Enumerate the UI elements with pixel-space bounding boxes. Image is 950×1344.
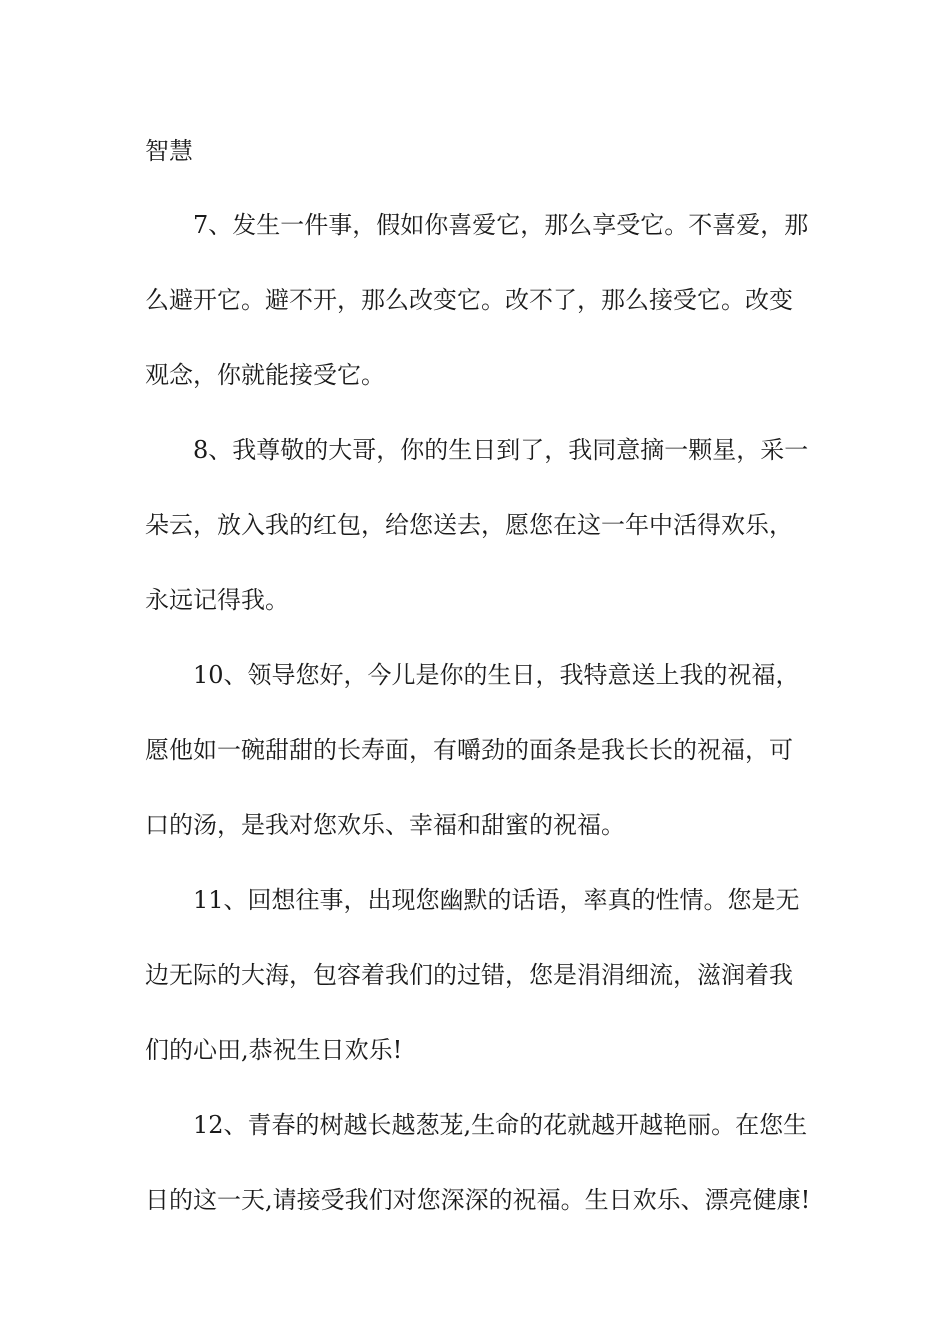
text-line: 智慧 [145,137,193,165]
paragraph-8-line-1: 8、我尊敬的大哥，你的生日到了，我同意摘一颗星，采一 [193,436,809,464]
paragraph-8-line-3: 永远记得我。 [145,586,289,614]
paragraph-10-line-1: 10、领导您好，今儿是你的生日，我特意送上我的祝福， [193,661,800,689]
paragraph-7-line-1: 7、发生一件事，假如你喜爱它，那么享受它。不喜爱，那 [193,211,809,239]
paragraph-12-line-1: 12、青春的树越长越葱茏,生命的花就越开越艳丽。在您生 [193,1111,808,1139]
paragraph-11-line-3: 们的心田,恭祝生日欢乐! [145,1036,403,1064]
paragraph-10-line-2: 愿他如一碗甜甜的长寿面，有嚼劲的面条是我长长的祝福，可 [145,736,793,764]
paragraph-11-line-2: 边无际的大海，包容着我们的过错，您是涓涓细流，滋润着我 [145,961,793,989]
paragraph-7-line-3: 观念，你就能接受它。 [145,361,385,389]
paragraph-7-line-2: 么避开它。避不开，那么改变它。改不了，那么接受它。改变 [145,286,793,314]
paragraph-10-line-3: 口的汤，是我对您欢乐、幸福和甜蜜的祝福。 [145,811,625,839]
paragraph-12-line-2: 日的这一天,请接受我们对您深深的祝福。生日欢乐、漂亮健康! [145,1186,811,1214]
paragraph-11-line-1: 11、回想往事，出现您幽默的话语，率真的性情。您是无 [193,886,800,914]
paragraph-8-line-2: 朵云，放入我的红包，给您送去，愿您在这一年中活得欢乐， [145,511,793,539]
